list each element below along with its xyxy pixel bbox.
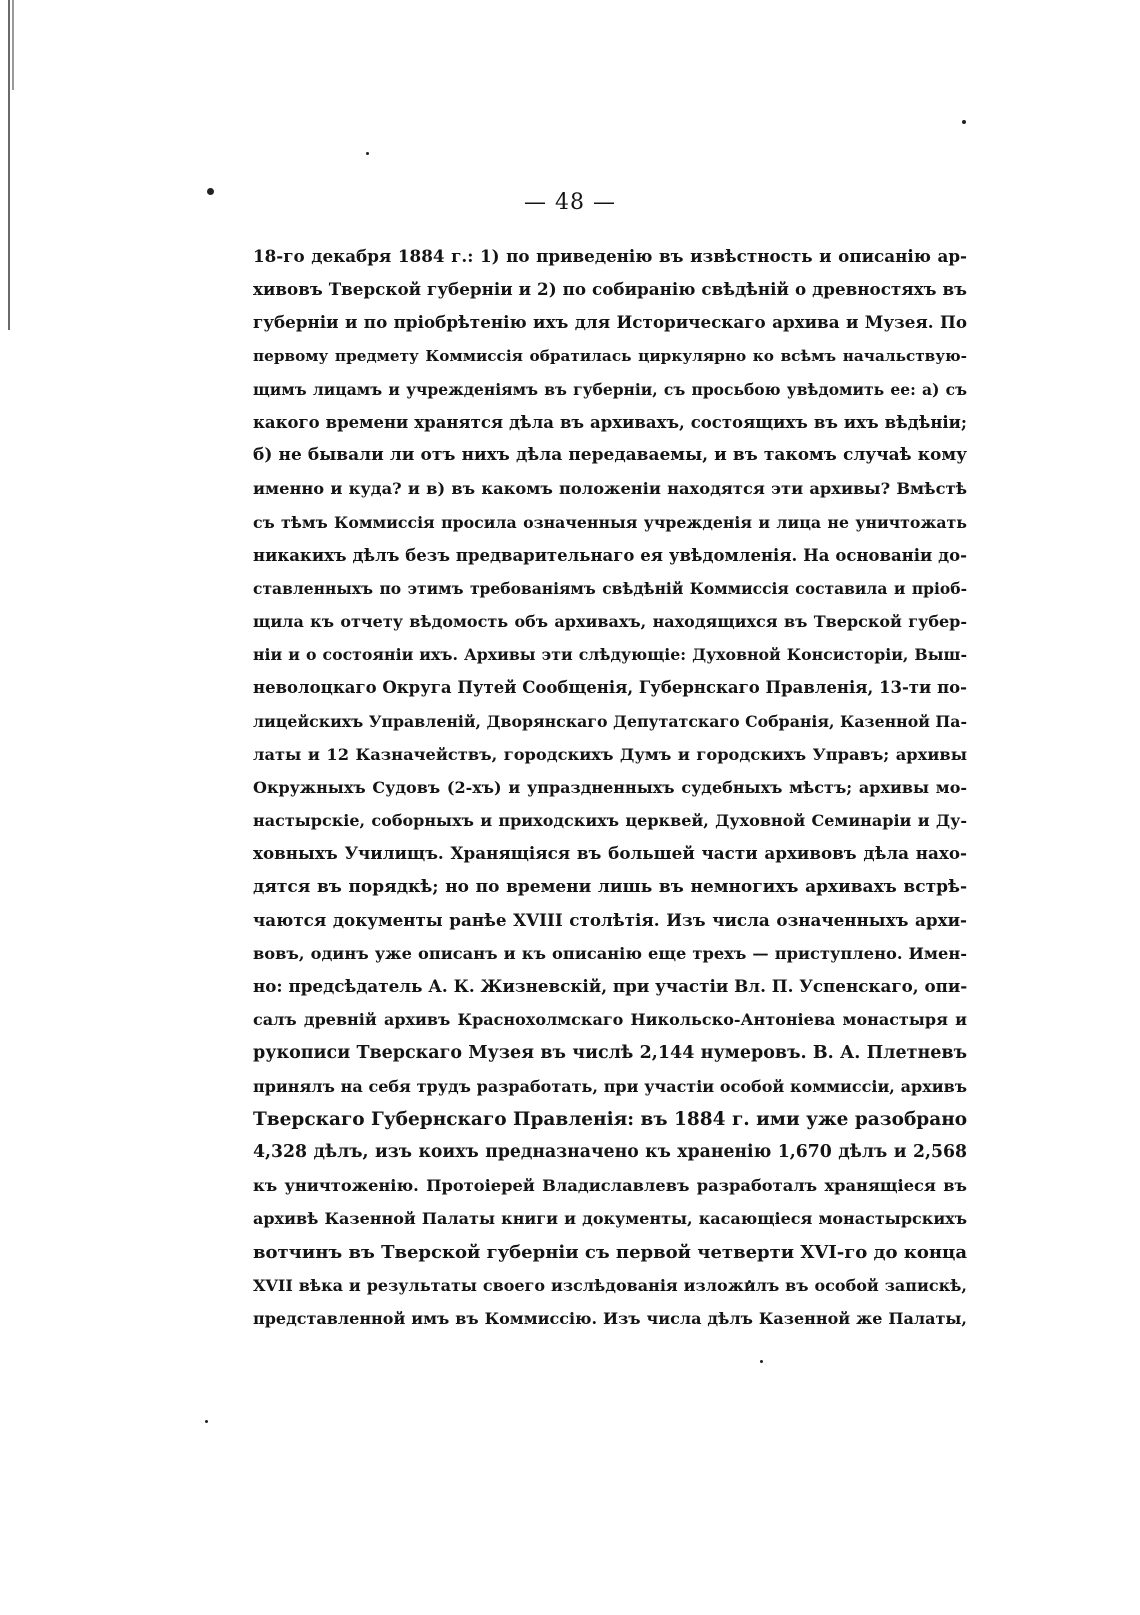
scan-speck	[962, 120, 966, 124]
scan-speck	[205, 1420, 208, 1423]
page-number: — 48 —	[524, 190, 616, 215]
text-line: съ тѣмъ Коммиссія просила означенныя учрежденія и лица не уничтожать	[253, 512, 967, 532]
text-line: именно и куда? и в) въ какомъ положеніи находятся эти архивы? Вмѣстѣ	[253, 479, 967, 499]
text-line: архивѣ Казенной Палаты книги и документы, касающіеся монастырскихъ	[253, 1209, 967, 1229]
text-line: къ уничтоженію. Протоіерей Владиславлевъ разработалъ хранящіеся въ	[253, 1176, 967, 1196]
text-line: вовъ, одинъ уже описанъ и къ описанію еще трехъ — приступлено. Имен-	[253, 943, 967, 963]
text-line: щимъ лицамъ и учрежденіямъ въ губерніи, съ просьбою увѣдомить ее: а) съ	[253, 379, 967, 399]
scan-speck	[366, 152, 369, 155]
text-line: рукописи Тверскаго Музея въ числѣ 2,144 нумеровъ. В. А. Плетневъ	[253, 1042, 967, 1063]
text-line: щила къ отчету вѣдомость объ архивахъ, находящихся въ Тверской губер-	[253, 612, 967, 632]
text-line: чаются документы ранѣе XVIII столѣтія. Изъ числа означенныхъ архи-	[253, 909, 967, 930]
text-line: неволоцкаго Округа Путей Сообщенія, Губернскаго Правленія, 13-ти по-	[253, 678, 967, 698]
text-line: ставленныхъ по этимъ требованіямъ свѣдѣній Коммиссія составила и пріоб-	[253, 578, 967, 598]
text-line: 18-го декабря 1884 г.: 1) по приведенію въ извѣстность и описанію ар-	[253, 246, 967, 266]
text-line: первому предмету Коммиссія обратилась циркулярно ко всѣмъ начальствую-	[253, 346, 967, 365]
text-line: б) не бывали ли отъ нихъ дѣла передаваемы, и въ такомъ случаѣ кому	[253, 445, 967, 466]
text-line: представленной имъ въ Коммиссію. Изъ числа дѣлъ Казенной же Палаты,	[253, 1309, 967, 1328]
text-line: губерніи и по пріобрѣтенію ихъ для Историческаго архива и Музея. По	[253, 312, 967, 333]
text-line: дятся въ порядкѣ; но по времени лишь въ немногихъ архивахъ встрѣ-	[253, 876, 967, 897]
text-line: Тверскаго Губернскаго Правленія: въ 1884 г. ими уже разобрано	[253, 1108, 968, 1130]
text-line: принялъ на себя трудъ разработать, при участіи особой коммиссіи, архивъ	[253, 1076, 967, 1096]
scan-speck	[760, 1360, 763, 1363]
text-line: ніи и о состояніи ихъ. Архивы эти слѣдующіе: Духовной Консисторіи, Выш-	[253, 645, 967, 665]
text-line: Окружныхъ Судовъ (2-хъ) и упраздненныхъ судебныхъ мѣстъ; архивы мо-	[253, 778, 967, 797]
scan-edge-rule	[8, 0, 10, 330]
text-line: лицейскихъ Управленій, Дворянскаго Депутатскаго Собранія, Казенной Па-	[253, 711, 967, 731]
text-line: XVII вѣка и результаты своего изслѣдованія изложилъ въ особой запискѣ,	[253, 1275, 967, 1295]
text-line: 4,328 дѣлъ, изъ коихъ предназначено къ храненію 1,670 дѣлъ и 2,568	[253, 1142, 967, 1163]
text-line: вотчинъ въ Тверской губерніи съ первой четверти XVI-го до конца	[253, 1241, 967, 1263]
body-text	[253, 240, 967, 1335]
text-line: латы и 12 Казначействъ, городскихъ Думъ и городскихъ Управъ; архивы	[253, 744, 967, 764]
text-line: салъ древній архивъ Краснохолмскаго Никольско-Антоніева монастыря и	[253, 1010, 967, 1030]
text-line: какого времени хранятся дѣла въ архивахъ, состоящихъ въ ихъ вѣдѣніи;	[253, 412, 967, 432]
scan-edge-rule-secondary	[12, 0, 14, 90]
text-line: хивовъ Тверской губерніи и 2) по собиранію свѣдѣній о древностяхъ въ	[253, 279, 967, 300]
text-line: настырскіе, соборныхъ и приходскихъ церквей, Духовной Семинаріи и Ду-	[253, 811, 967, 831]
text-line: но: предсѣдатель А. К. Жизневскій, при участіи Вл. П. Успенскаго, опи-	[253, 976, 968, 997]
text-line: никакихъ дѣлъ безъ предварительнаго ея увѣдомленія. На основаніи до-	[253, 545, 967, 565]
text-line: ховныхъ Училищъ. Хранящіяся въ большей части архивовъ дѣла нахо-	[253, 843, 967, 864]
